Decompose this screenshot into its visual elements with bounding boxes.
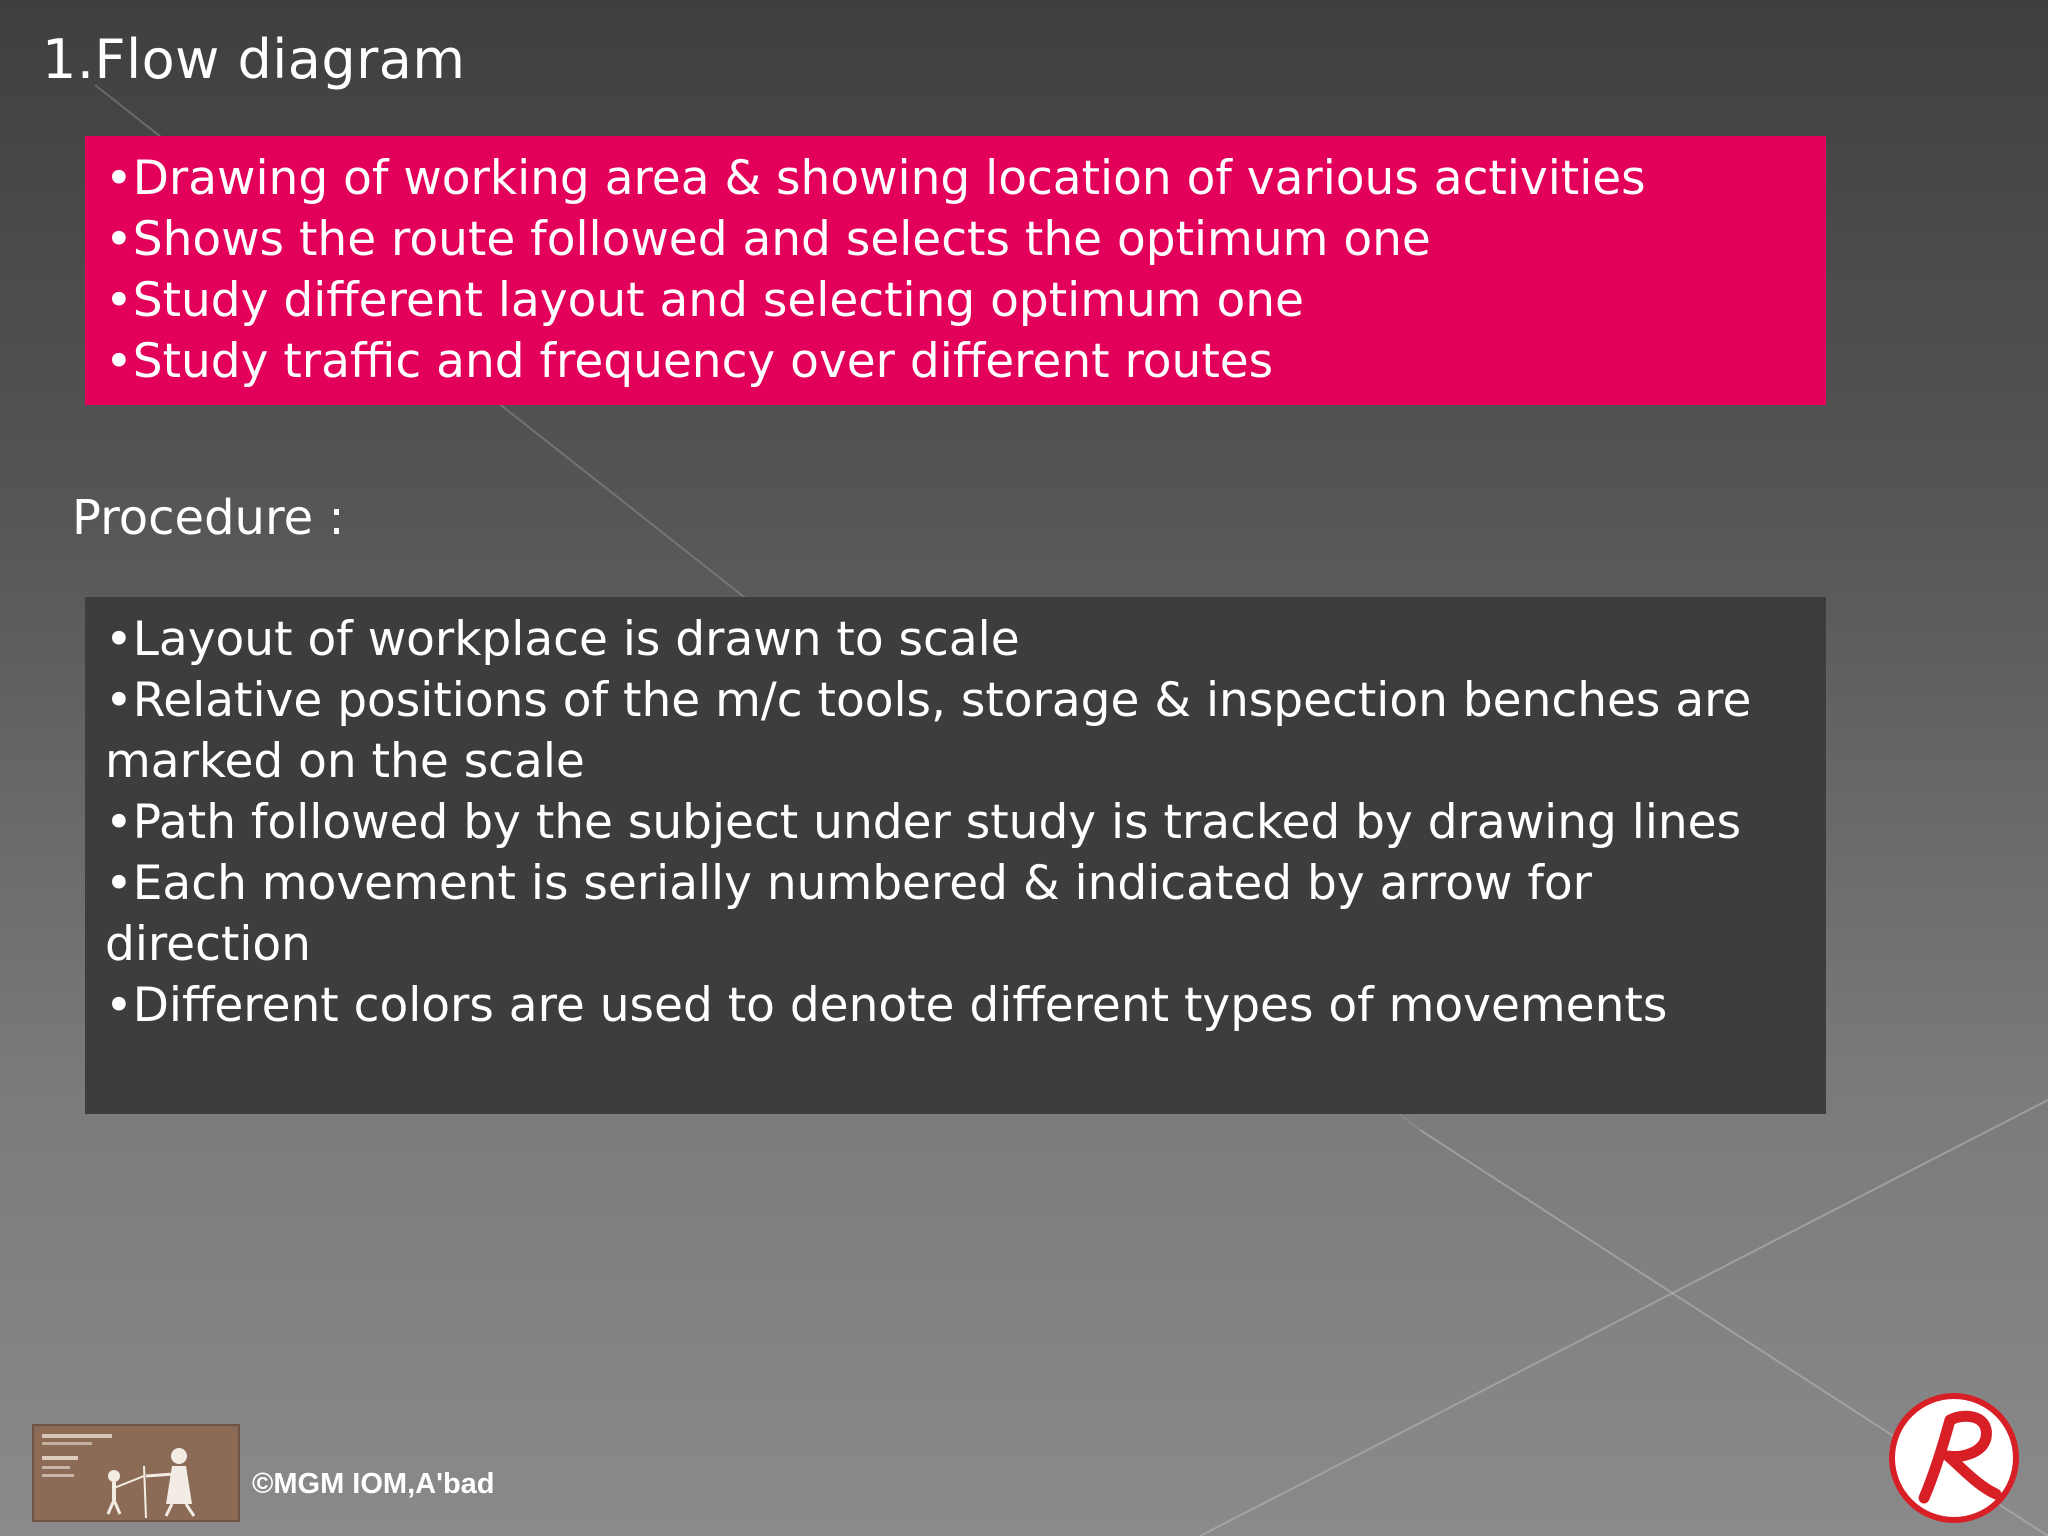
procedure-item: • Each movement is serially numbered & indicated by arrow for direction <box>105 853 1806 975</box>
procedure-item: • Path followed by the subject under study is tracked by drawing lines <box>105 792 1806 853</box>
slide-title: 1.Flow diagram <box>42 28 466 91</box>
r-logo-icon <box>1886 1390 2022 1526</box>
procedure-box <box>85 597 1826 1114</box>
purpose-item: • Shows the route followed and selects the optimum one <box>105 209 1806 270</box>
procedure-item: • Relative positions of the m/c tools, storage & inspection benches are marked on the scale <box>105 670 1806 792</box>
purpose-item: • Study traffic and frequency over different routes <box>105 331 1806 392</box>
purpose-list <box>105 148 1806 392</box>
procedure-item: • Layout of workplace is drawn to scale <box>105 609 1806 670</box>
purpose-item: • Study different layout and selecting optimum one <box>105 270 1806 331</box>
procedure-list <box>105 609 1806 1036</box>
institute-logo-icon <box>32 1424 240 1522</box>
procedure-item: • Different colors are used to denote different types of movements <box>105 975 1806 1036</box>
copyright-text: ©MGM IOM,A'bad <box>252 1468 495 1500</box>
purpose-box <box>85 136 1826 405</box>
purpose-item: • Drawing of working area & showing location of various activities <box>105 148 1806 209</box>
procedure-heading: Procedure : <box>72 490 345 546</box>
